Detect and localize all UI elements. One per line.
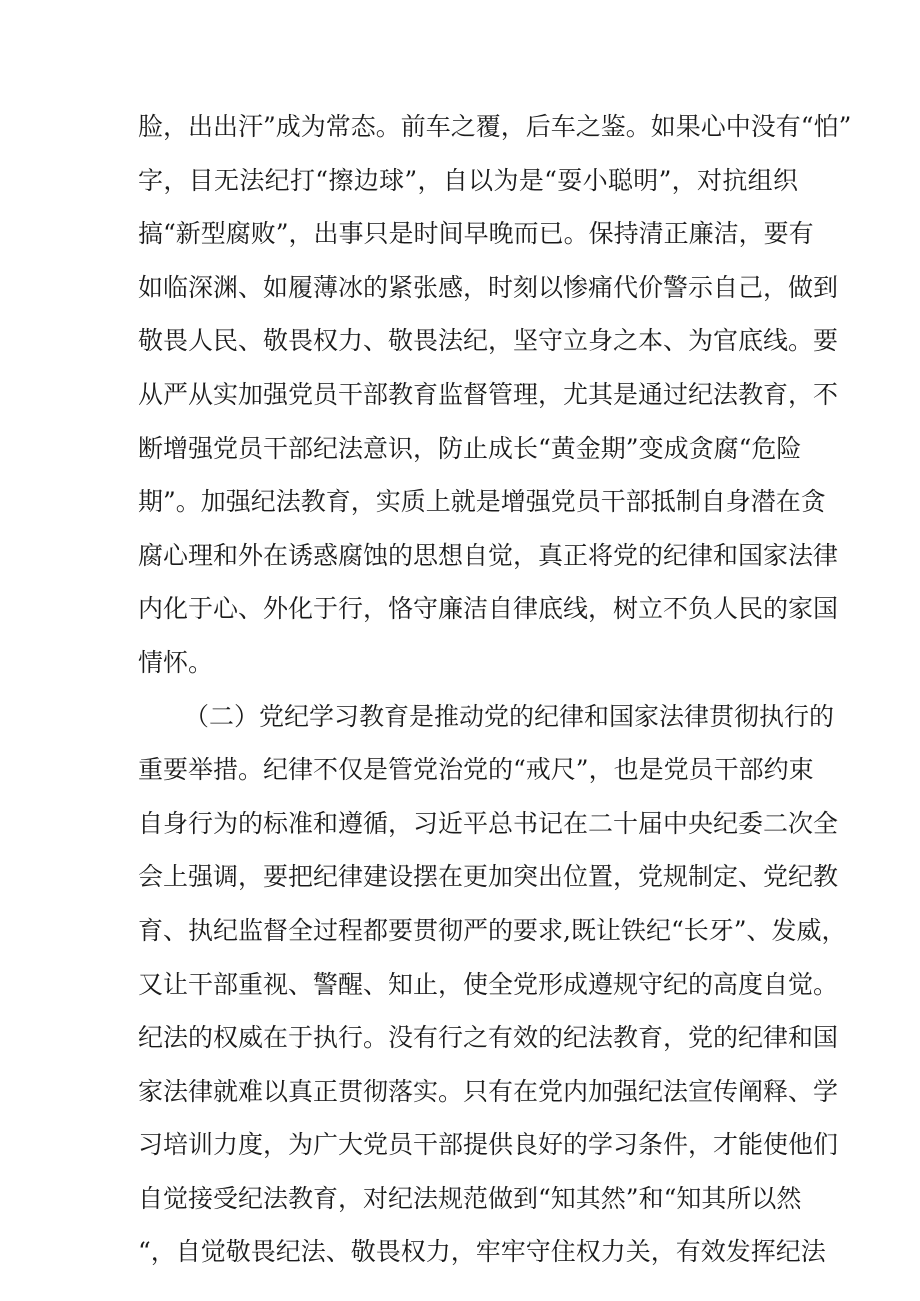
text-line: 敬畏人民、敬畏权力、敬畏法纪，坚守立身之本、为官底线。要 [138, 326, 839, 356]
text-line: 育、执纪监督全过程都要贯彻严的要求,既让铁纪“长牙”、发威， [138, 915, 847, 945]
text-line: 自身行为的标准和遵循，习近平总书记在二十届中央纪委二次全 [138, 808, 839, 838]
text-line: 自觉接受纪法教育，对纪法规范做到“知其然”和“知其所以然 [138, 1183, 802, 1213]
body-text [138, 100, 852, 1279]
text-line: 字，目无法纪打“擦边球”，自以为是“耍小聪明”，对抗组织 [138, 165, 798, 195]
text-line: 内化于心、外化于行，恪守廉洁自律底线，树立不负人民的家国 [138, 594, 839, 624]
text-line: 期”。加强纪法教育，实质上就是增强党员干部抵制自身潜在贪 [138, 487, 826, 517]
text-line: 从严从实加强党员干部教育监督管理，尤其是通过纪法教育，不 [138, 379, 839, 409]
text-line: 又让干部重视、警醒、知止，使全党形成遵规守纪的高度自觉。 [138, 969, 839, 999]
text-line: 如临深渊、如履薄冰的紧张感，时刻以惨痛代价警示自己，做到 [138, 272, 839, 302]
text-line: 情怀。 [138, 647, 214, 677]
text-line: “，自觉敬畏纪法、敬畏权力，牢牢守住权力关，有效发挥纪法 [138, 1237, 826, 1267]
text-line: 家法律就难以真正贯彻落实。只有在党内加强纪法宣传阐释、学 [138, 1076, 839, 1106]
text-line: 重要举措。纪律不仅是管党治党的“戒尺”，也是党员干部约束 [138, 755, 814, 785]
text-line: 脸，出出汗”成为常态。前车之覆，后车之鉴。如果心中没有“怕” [138, 112, 852, 141]
text-line: 腐心理和外在诱惑腐蚀的思想自觉，真正将党的纪律和国家法律 [138, 540, 839, 570]
text-line: 纪法的权威在于执行。没有行之有效的纪法教育，党的纪律和国 [138, 1023, 839, 1053]
section-heading-line: （二）党纪学习教育是推动党的纪律和国家法律贯彻执行的 [184, 701, 835, 731]
text-line: 断增强党员干部纪法意识，防止成长“黄金期”变成贪腐“危险 [138, 433, 802, 463]
text-line: 习培训力度，为广大党员干部提供良好的学习条件，才能使他们 [138, 1130, 839, 1160]
text-line: 会上强调，要把纪律建设摆在更加突出位置，党规制定、党纪教 [138, 862, 839, 892]
text-line: 搞“新型腐败”，出事只是时间早晚而已。保持清正廉洁，要有 [138, 219, 814, 249]
